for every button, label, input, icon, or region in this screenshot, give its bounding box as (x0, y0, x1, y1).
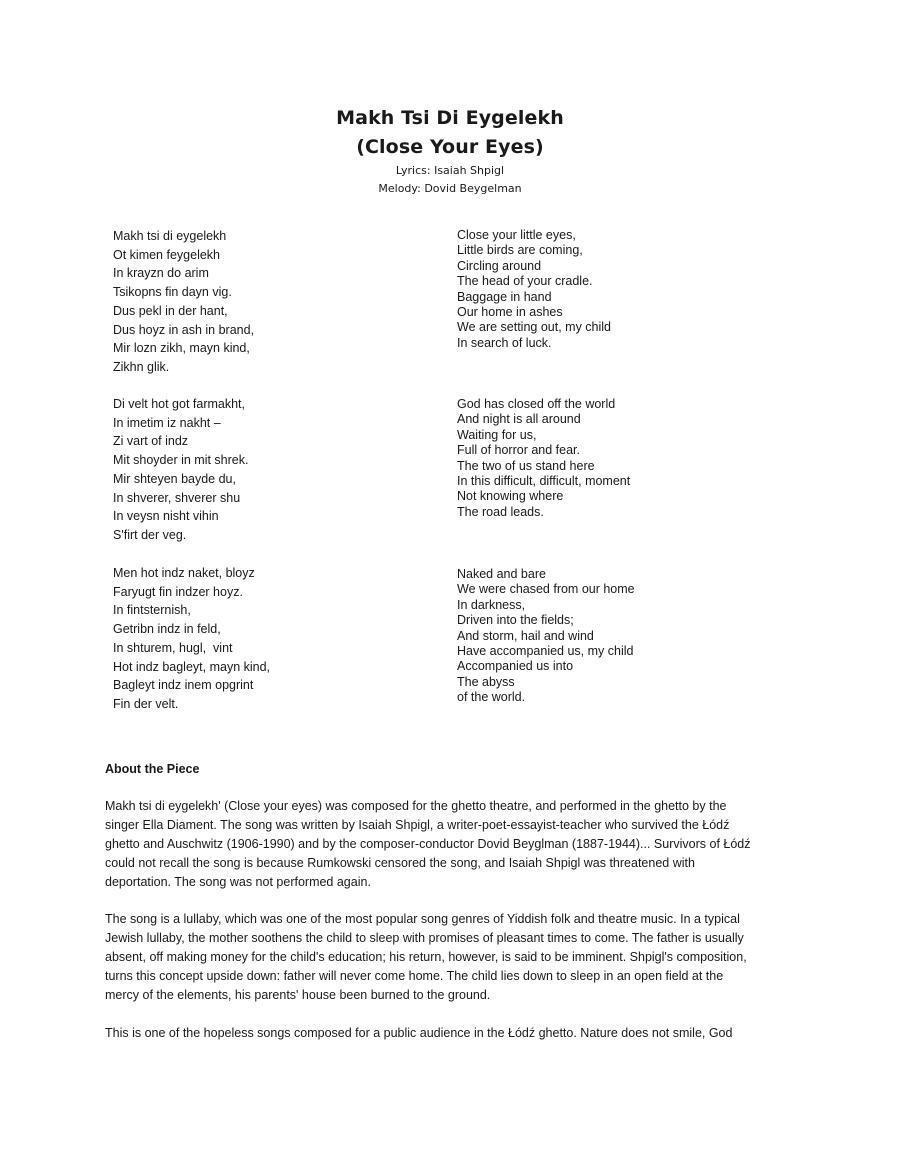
lyric-line: We were chased from our home (457, 582, 635, 597)
lyric-line: Men hot indz naket, bloyz (113, 566, 255, 580)
lyric-line: The two of us stand here (457, 458, 595, 473)
lyric-line: S'firt der veg. (113, 527, 187, 542)
lyric-line: Dus pekl in der hant, (113, 303, 228, 318)
paragraph-line: ghetto and Auschwitz (1906-1990) and by the composer-conductor Dovid Beyglman (1887-1944)... Survivors of Łódź (105, 837, 751, 851)
yiddish-stanza-3 (113, 564, 270, 714)
paragraph-line: absent, off making money for the child's education; his return, however, is said to be imminent. Shpigl's composition, (105, 950, 747, 964)
lyric-line: Baggage in hand (457, 289, 552, 304)
lyrics-credit: Lyrics: Isaiah Shpigl (395, 164, 505, 177)
lyric-line: In shturem, hugl, vint (113, 640, 233, 655)
about-heading: About the Piece (105, 762, 200, 776)
lyric-line: Have accompanied us, my child (457, 644, 634, 659)
paragraph-line: This is one of the hopeless songs composed for a public audience in the Łódź ghetto. Nature does not smile, God (105, 1026, 733, 1040)
lyric-line: Di velt hot got farmakht, (113, 397, 246, 411)
paragraph-line: deportation. The song was not performed again. (105, 875, 371, 889)
lyric-line: And night is all around (457, 412, 581, 427)
lyric-line: We are setting out, my child (457, 320, 612, 335)
lyric-line: The head of your cradle. (457, 274, 593, 289)
song-title: Makh Tsi Di Eygelekh (336, 107, 564, 129)
lyric-line: of the world. (457, 690, 526, 705)
lyric-line: In krayzn do arim (113, 266, 209, 281)
lyric-line: Full of horror and fear. (457, 443, 580, 458)
lyric-line: Zikhn glik. (113, 359, 170, 374)
melody-credit: Melody: Dovid Beygelman (378, 182, 522, 195)
lyric-line: In search of luck. (457, 335, 552, 350)
english-stanza-2 (457, 397, 630, 520)
lyric-line: The abyss (457, 674, 515, 689)
lyric-line: Circling around (457, 258, 542, 273)
about-paragraph-1 (105, 797, 805, 892)
lyric-line: Naked and bare (457, 567, 546, 581)
lyric-line: And storm, hail and wind (457, 628, 594, 643)
english-stanza-3 (457, 567, 635, 706)
lyric-line: Ot kimen feygelekh (113, 247, 220, 262)
lyric-line: Driven into the fields; (457, 613, 574, 628)
paragraph-line: The song is a lullaby, which was one of the most popular song genres of Yiddish folk and theatre music. In a typical (105, 912, 740, 926)
lyric-line: Faryugt fin indzer hoyz. (113, 584, 243, 599)
paragraph-line: Jewish lullaby, the mother soothens the child to sleep with promises of pleasant times to come. The father is usually (105, 931, 744, 945)
lyric-line: Our home in ashes (457, 305, 563, 320)
lyric-line: Getribn indz in feld, (113, 622, 221, 637)
lyric-line: Makh tsi di eygelekh (113, 229, 227, 243)
paragraph-line: turns this concept upside down: father will never come home. The child lies down to sleep in an open field at the (105, 969, 724, 983)
lyric-line: In imetim iz nakht – (113, 415, 221, 430)
lyric-line: Mit shoyder in mit shrek. (113, 453, 249, 468)
title-block (0, 104, 900, 198)
lyric-line: Tsikopns fin dayn vig. (113, 285, 232, 300)
paragraph-line: mercy of the elements, his parents' house been burned to the ground. (105, 988, 491, 1002)
lyric-line: In veysn nisht vihin (113, 509, 219, 524)
yiddish-stanza-1 (113, 227, 254, 377)
paragraph-line: Makh tsi di eygelekh' (Close your eyes) was composed for the ghetto theatre, and performed in the ghetto by the (105, 799, 727, 813)
paragraph-line: could not recall the song is because Rumkowski censored the song, and Isaiah Shpigl was threatened with (105, 856, 695, 870)
lyric-line: Fin der velt. (113, 696, 179, 711)
lyric-line: In shverer, shverer shu (113, 490, 241, 505)
lyric-line: God has closed off the world (457, 397, 616, 411)
song-title-translation: (Close Your Eyes) (356, 136, 544, 158)
lyric-line: Not knowing where (457, 489, 564, 504)
lyric-line: Mir lozn zikh, mayn kind, (113, 341, 250, 356)
about-paragraph-3 (105, 1024, 805, 1043)
lyric-line: The road leads. (457, 504, 544, 519)
lyric-line: Dus hoyz in ash in brand, (113, 322, 255, 337)
lyric-line: In fintsternish, (113, 603, 191, 618)
paragraph-line: singer Ella Diament. The song was written by Isaiah Shpigl, a writer-poet-essayist-teacher who survived the Łódź (105, 818, 730, 832)
lyric-line: Bagleyt indz inem opgrint (113, 678, 254, 693)
lyric-line: Zi vart of indz (113, 434, 189, 449)
lyric-line: In darkness, (457, 597, 526, 612)
about-paragraph-2 (105, 910, 805, 1005)
english-stanza-1 (457, 228, 611, 351)
lyric-line: Mir shteyen bayde du, (113, 471, 236, 486)
lyric-line: Hot indz bagleyt, mayn kind, (113, 659, 271, 674)
lyric-line: Close your little eyes, (457, 228, 576, 242)
lyric-line: Waiting for us, (457, 427, 537, 442)
yiddish-stanza-2 (113, 395, 248, 545)
lyric-line: Accompanied us into (457, 659, 574, 674)
lyric-line: In this difficult, difficult, moment (457, 474, 631, 489)
lyric-line: Little birds are coming, (457, 243, 583, 258)
